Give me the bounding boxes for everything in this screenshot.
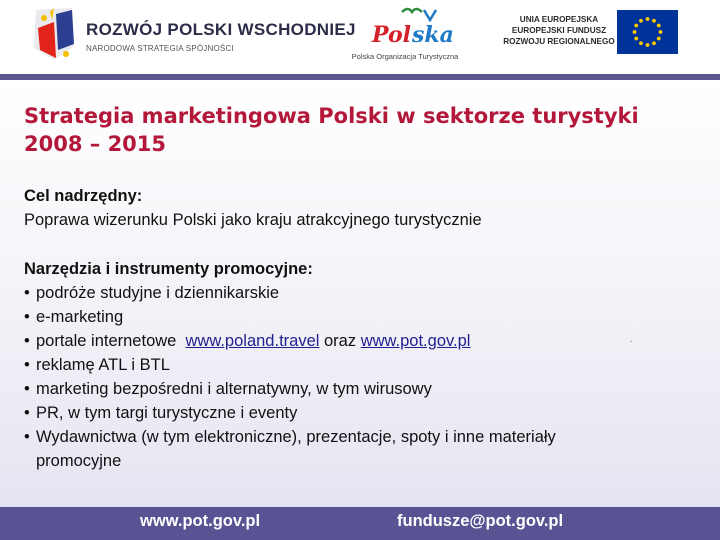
eu-star-icon <box>652 41 656 45</box>
tools-list <box>24 281 704 449</box>
eu-flag-icon <box>617 10 678 54</box>
rps-title: ROZWÓJ POLSKI WSCHODNIEJ <box>86 20 356 39</box>
stray-mark: . <box>630 335 633 344</box>
goal-heading: Cel nadrzędny: <box>24 187 143 205</box>
poland-travel-link[interactable]: www.poland.travel <box>185 332 320 350</box>
list-item: • marketing bezpośredni i alternatywny, w tym wirusowy <box>24 377 704 401</box>
eu-star-icon <box>657 24 661 28</box>
list-item: • e-marketing <box>24 305 704 329</box>
eu-star-icon <box>634 37 638 41</box>
eu-fund-logo <box>494 10 680 58</box>
eu-star-icon <box>646 17 650 21</box>
rozwoj-polski-wschodniej-logo <box>30 4 356 68</box>
eu-star-icon <box>652 19 656 23</box>
eu-line-2: EUROPEJSKI FUNDUSZ <box>511 26 607 35</box>
eu-star-icon <box>646 43 650 47</box>
list-item: • podróże studyjne i dziennikarskie <box>24 281 704 305</box>
slide-content <box>0 80 720 507</box>
portals-conjunction: oraz <box>319 332 361 350</box>
rps-subtitle: NARODOWA STRATEGIA SPÓJNOŚCI <box>86 44 234 53</box>
list-item-portals <box>24 329 704 353</box>
tools-section <box>24 257 704 473</box>
svg-text:Pol: Pol <box>372 22 411 48</box>
eu-line-3: ROZWOJU REGIONALNEGO <box>503 37 615 46</box>
pot-caption: Polska Organizacja Turystyczna <box>351 52 459 61</box>
goal-section <box>24 184 704 232</box>
eu-star-icon <box>639 41 643 45</box>
slide-title: Strategia marketingowa Polski w sektorze turystyki 2008 – 2015 <box>24 104 639 156</box>
eastern-poland-map-icon <box>30 4 78 64</box>
eu-star-icon <box>659 30 663 34</box>
list-item: • PR, w tym targi turystyczne i eventy <box>24 401 704 425</box>
eu-star-icon <box>633 30 637 34</box>
polska-organizacja-turystyczna-logo <box>342 6 468 68</box>
footer-email[interactable]: fundusze@pot.gov.pl <box>397 512 564 530</box>
eu-star-icon <box>634 24 638 28</box>
pot-gov-link[interactable]: www.pot.gov.pl <box>360 332 471 350</box>
eu-star-icon <box>657 37 661 41</box>
footer-band <box>0 507 720 540</box>
list-item-continuation: promocyjne <box>36 452 122 470</box>
eu-text <box>500 14 618 47</box>
portals-text: portale internetowe <box>36 332 186 350</box>
tools-heading: Narzędzia i instrumenty promocyjne: <box>24 260 313 278</box>
polska-wordmark-icon <box>342 6 468 52</box>
footer-website[interactable]: www.pot.gov.pl <box>140 512 261 530</box>
list-item: • Wydawnictwa (w tym elektroniczne), prezentacje, spoty i inne materiały <box>24 425 704 449</box>
list-item: • reklamę ATL i BTL <box>24 353 704 377</box>
goal-text: Poprawa wizerunku Polski jako kraju atrakcyjnego turystycznie <box>24 211 482 229</box>
eu-line-1: UNIA EUROPEJSKA <box>519 15 599 24</box>
eu-star-icon <box>639 19 643 23</box>
svg-text:ska: ska <box>412 22 454 48</box>
header-logos <box>0 0 720 74</box>
